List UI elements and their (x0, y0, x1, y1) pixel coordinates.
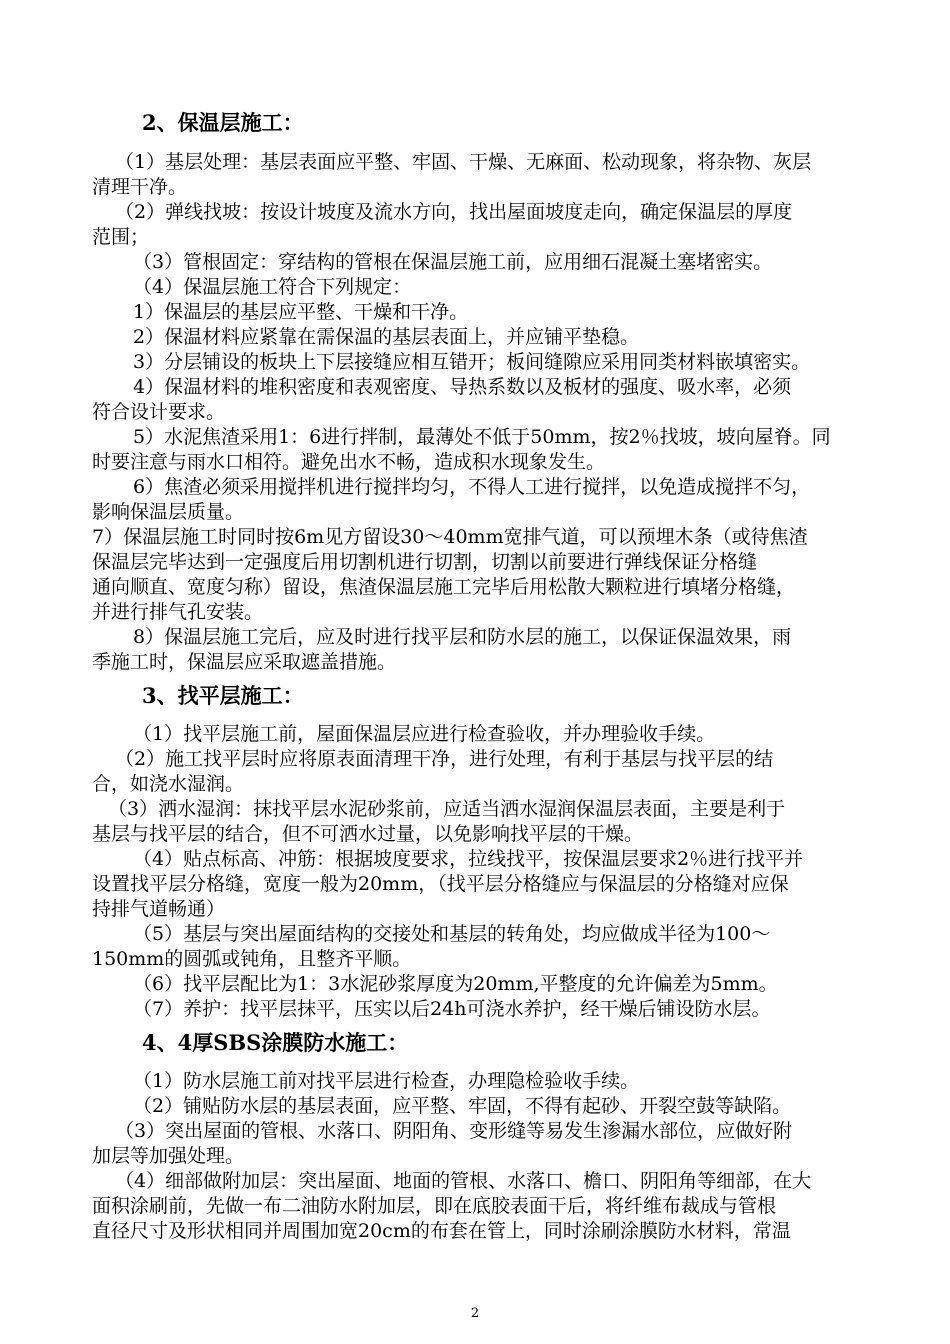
text-line: 符合设计要求。 (92, 401, 226, 423)
text-line: 保温层完毕达到一定强度后用切割机进行切割，切割以前要进行弹线保证分格缝 (92, 551, 758, 573)
text-line: 季施工时，保温层应采取遮盖措施。 (92, 651, 397, 673)
text-line: （1）防水层施工前对找平层进行检查，办理隐检验收手续。 (133, 1070, 640, 1092)
text-line: 5）水泥焦渣采用1：6进行拌制，最薄处不低于50mm，按2％找坡，坡向屋脊。同 (133, 426, 831, 448)
text-line: （4）保温层施工符合下列规定： (133, 276, 412, 298)
text-line: 基层与找平层的结合，但不可洒水过量，以免影响找平层的干燥。 (92, 823, 644, 845)
text-line: 1）保温层的基层应平整、干燥和干净。 (133, 301, 469, 323)
text-line: 范围； (92, 226, 150, 248)
text-line: （2）施工找平层时应将原表面清理干净，进行处理，有利于基层与找平层的结 (115, 748, 774, 770)
text-line: （4）贴点标高、冲筋：根据坡度要求，拉线找平，按保温层要求2％进行找平并 (133, 848, 804, 870)
text-line: 面积涂刷前，先做一布二油防水附加层，即在底胶表面干后，将纤维布裁成与管根 (92, 1195, 777, 1217)
text-line: （2）铺贴防水层的基层表面，应平整、牢固，不得有起砂、开裂空鼓等缺陷。 (133, 1095, 792, 1117)
section-heading: 2、保温层施工： (142, 110, 304, 135)
text-line: （3）洒水湿润：抹找平层水泥砂浆前，应适当洒水湿润保温层表面，主要是利于 (108, 798, 786, 820)
text-line: 清理干净。 (92, 176, 188, 198)
text-line: 设置找平层分格缝，宽度一般为20mm，（找平层分格缝应与保温层的分格缝对应保 (92, 873, 789, 895)
text-line: 2）保温材料应紧靠在需保温的基层表面上，并应铺平垫稳。 (133, 326, 640, 348)
text-line: 影响保温层质量。 (92, 501, 245, 523)
text-line: 7）保温层施工时同时按6m见方留设30～40mm宽排气道，可以预埋木条（或待焦渣 (92, 526, 808, 548)
text-line: 6）焦渣必须采用搅拌机进行搅拌均匀，不得人工进行搅拌，以免造成搅拌不匀， (133, 476, 811, 498)
text-line: （1）基层处理：基层表面应平整、牢固、干燥、无麻面、松动现象，将杂物、灰层 (115, 151, 812, 173)
text-line: 持排气道畅通） (92, 898, 226, 920)
text-line: 3）分层铺设的板块上下层接缝应相互错开；板间缝隙应采用同类材料嵌填密实。 (133, 351, 811, 373)
text-line: （1）找平层施工前，屋面保温层应进行检查验收，并办理验收手续。 (133, 723, 716, 745)
text-line: 150mm的圆弧或钝角，且整齐平顺。 (92, 948, 412, 970)
text-line: （4）细部做附加层：突出屋面、地面的管根、水落口、檐口、阴阳角等细部，在大 (115, 1170, 812, 1192)
text-line: 直径尺寸及形状相同并周围加宽20cm的布套在管上，同时涂刷涂膜防水材料，常温 (92, 1220, 791, 1242)
page-number: 2 (470, 1306, 480, 1321)
text-line: 8）保温层施工完后，应及时进行找平层和防水层的施工，以保证保温效果，雨 (133, 626, 792, 648)
text-line: 4）保温材料的堆积密度和表观密度、导热系数以及板材的强度、吸水率，必须 (133, 376, 792, 398)
text-line: （6）找平层配比为1：3水泥砂浆厚度为20mm,平整度的允许偏差为5mm。 (133, 973, 778, 995)
text-line: 加层等加强处理。 (92, 1145, 245, 1167)
text-line: 时要注意与雨水口相符。避免出水不畅，造成积水现象发生。 (92, 451, 606, 473)
text-line: 合，如浇水湿润。 (92, 773, 245, 795)
text-line: 通向顺直、宽度匀称）留设，焦渣保温层施工完毕后用松散大颗粒进行填堵分格缝， (92, 576, 796, 598)
text-line: （3）管根固定：穿结构的管根在保温层施工前，应用细石混凝土塞堵密实。 (133, 251, 773, 273)
text-line: （2）弹线找坡：按设计坡度及流水方向，找出屋面坡度走向，确定保温层的厚度 (115, 201, 793, 223)
section-heading: 4、4厚SBS涂膜防水施工： (142, 1030, 409, 1055)
text-line: （7）养护：找平层抹平，压实以后24h可浇水养护，经干燥后铺设防水层。 (133, 998, 771, 1020)
text-line: 并进行排气孔安装。 (92, 601, 264, 623)
section-heading: 3、找平层施工： (142, 683, 304, 708)
text-line: （5）基层与突出屋面结构的交接处和基层的转角处，均应做成半径为100～ (133, 923, 771, 945)
text-line: （3）突出屋面的管根、水落口、阴阳角、变形缝等易发生渗漏水部位，应做好附 (115, 1120, 793, 1142)
